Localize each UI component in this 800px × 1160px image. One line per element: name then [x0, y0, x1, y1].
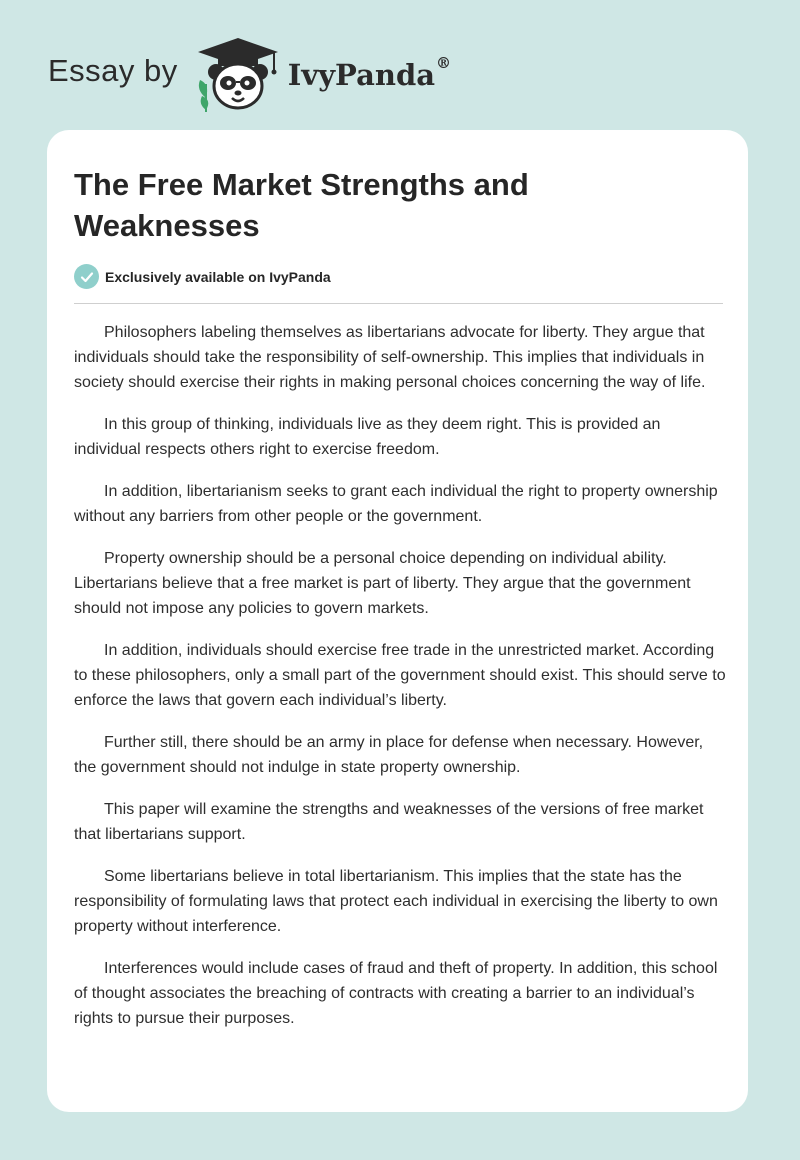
exclusive-badge-label: Exclusively available on IvyPanda: [105, 268, 331, 285]
essay-by-label: Essay by: [48, 53, 178, 88]
paragraph: Further still, there should be an army in place for defense when necessary. However, the government should not indulge in state property ownership.: [74, 734, 704, 776]
paragraph: Property ownership should be a personal choice depending on individual ability. Libertarians believe that a free market is part of liberty. They argue that the government should not impose any policies to govern markets.: [74, 550, 691, 617]
brand-name: [287, 54, 452, 92]
essay-title: The Free Market Strengths and Weaknesses: [74, 167, 529, 243]
panda-logo-icon: [194, 36, 282, 112]
paragraph: In this group of thinking, individuals live as they deem right. This is provided an individual respects others right to exercise freedom.: [74, 416, 661, 458]
title-divider: [74, 303, 723, 304]
check-icon: [74, 264, 99, 289]
paragraph: In addition, libertarianism seeks to grant each individual the right to property ownership without any barriers from other people or the government.: [74, 483, 718, 525]
site-header: [48, 34, 451, 114]
paragraph: Some libertarians believe in total libertarianism. This implies that the state has the responsibility of formulating laws that protect each individual in exercising the liberty to own property without interference.: [74, 868, 718, 935]
paragraph: In addition, individuals should exercise free trade in the unrestricted market. According to these philosophers, only a small part of the government should exist. This should serve to enforce the laws that govern each individual’s liberty.: [74, 642, 726, 709]
paragraph: Philosophers labeling themselves as libertarians advocate for liberty. They argue that individuals should take the responsibility of self-ownership. This implies that individuals in society should exercise their rights in making personal choices concerning the way of life.: [74, 324, 706, 391]
brand-text: IvyPanda: [287, 58, 436, 92]
registered-mark: ®: [436, 54, 452, 72]
essay-card: [47, 130, 748, 1112]
exclusive-badge: [74, 264, 331, 289]
paragraph: This paper will examine the strengths and weaknesses of the versions of free market that libertarians support.: [74, 801, 704, 843]
essay-body: [74, 320, 726, 1048]
paragraph: Interferences would include cases of fraud and theft of property. In addition, this school of thought associates the breaching of contracts with creating a barrier to an individual’s rights to pursue their purposes.: [74, 960, 718, 1027]
